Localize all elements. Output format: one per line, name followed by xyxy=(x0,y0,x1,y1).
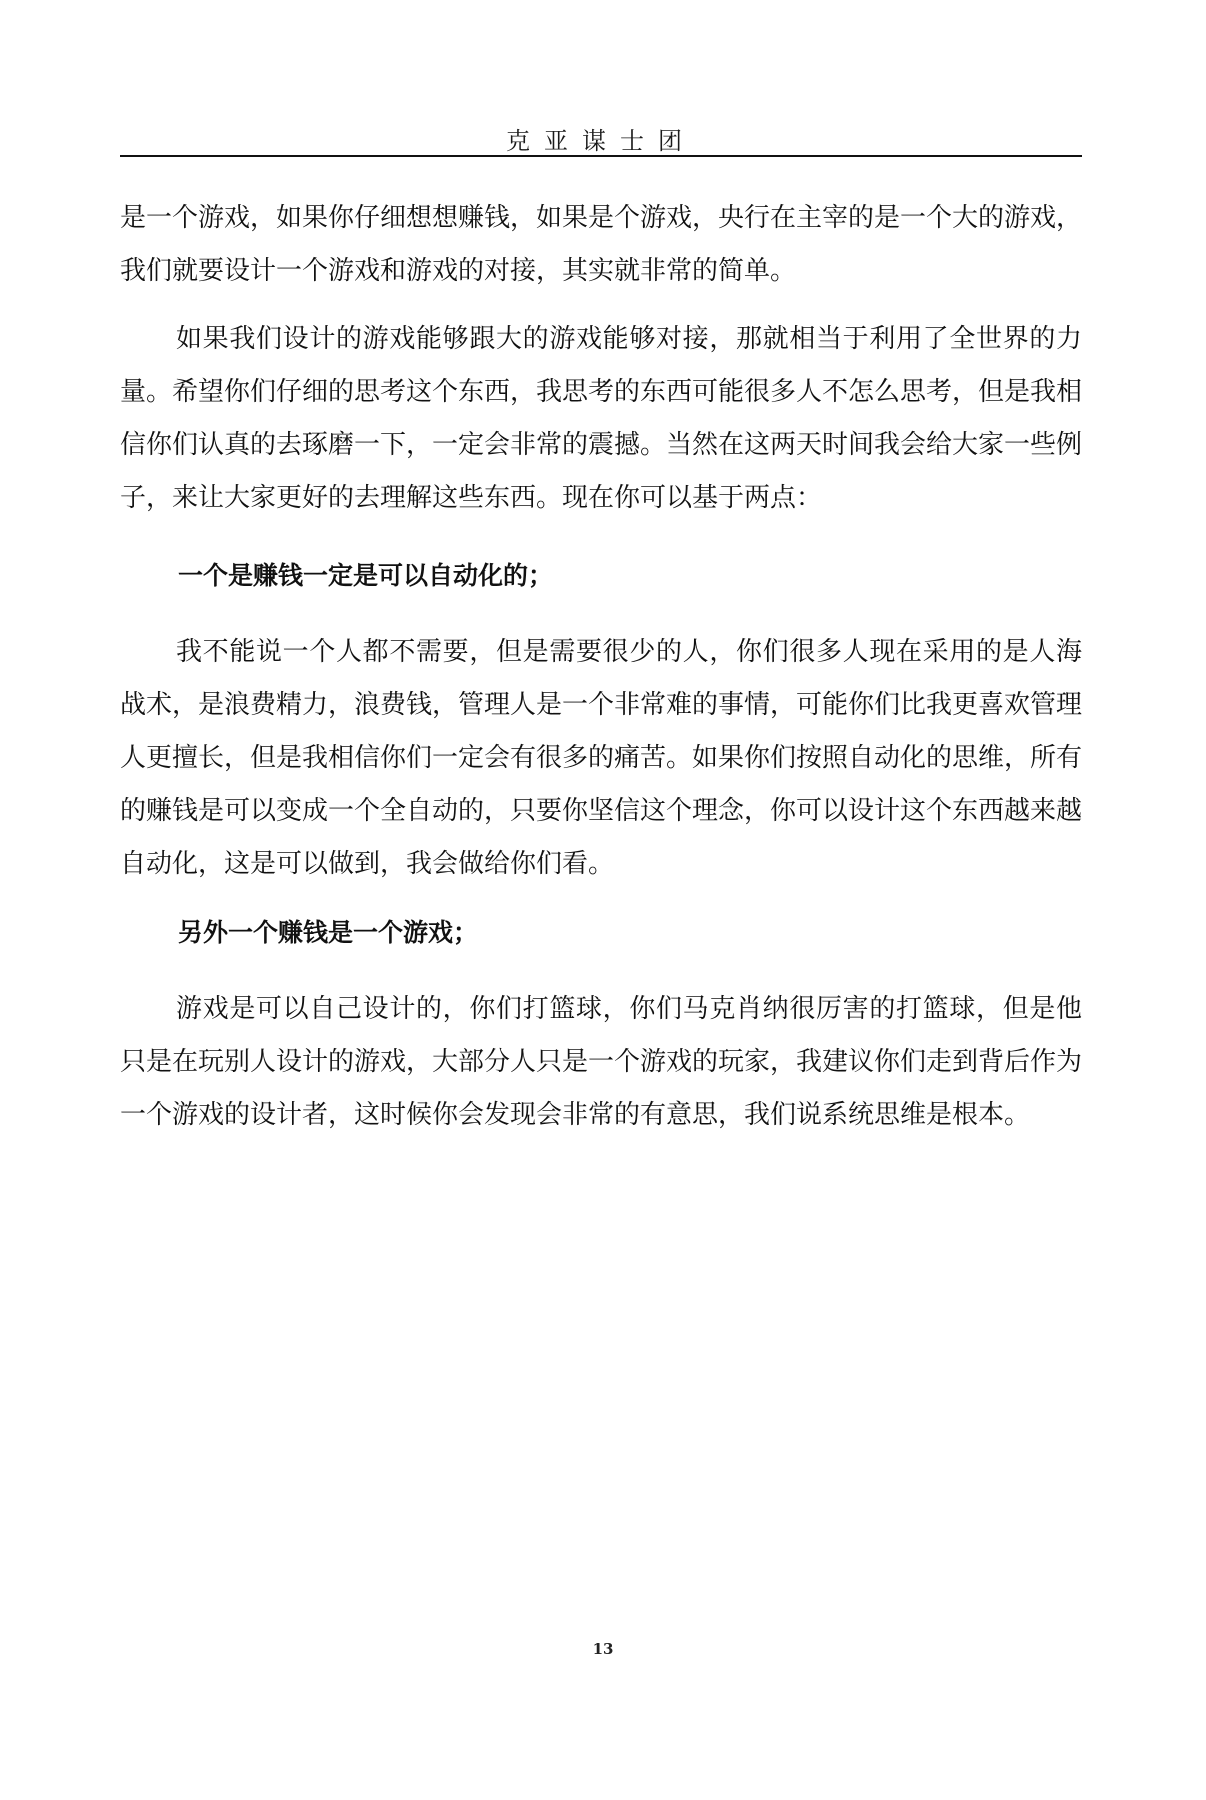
paragraph-game-connection: 如果我们设计的游戏能够跟大的游戏能够对接，那就相当于利用了全世界的力量。希望你们仔细的思考这个东西，我思考的东西可能很多人不怎么思考，但是我相信你们认真的去琢磨一下，一定会非常的震撼。当然在这两天时间我会给大家一些例子，来让大家更好的去理解这些东西。现在你可以基于两点： xyxy=(120,324,1083,513)
section-heading-game: 另外一个赚钱是一个游戏； xyxy=(178,918,479,947)
paragraph-game-design: 游戏是可以自己设计的，你们打篮球，你们马克肖纳很厉害的打篮球，但是他只是在玩别人设计的游戏，大部分人只是一个游戏的玩家，我建议你们走到背后作为一个游戏的设计者，这时候你会发现会非常的有意思，我们说系统思维是根本。 xyxy=(120,994,1083,1130)
section-heading-automation: 一个是赚钱一定是可以自动化的； xyxy=(178,561,554,590)
paragraph-automation: 我不能说一个人都不需要，但是需要很少的人，你们很多人现在采用的是人海战术，是浪费精力，浪费钱，管理人是一个非常难的事情，可能你们比我更喜欢管理人更擅长，但是我相信你们一定会有很多的痛苦。如果你们按照自动化的思维，所有的赚钱是可以变成一个全自动的，只要你坚信这个理念，你可以设计这个东西越来越自动化，这是可以做到，我会做给你们看。 xyxy=(120,637,1083,879)
page-body xyxy=(120,192,1082,1142)
paragraph-continued: 是一个游戏，如果你仔细想想赚钱，如果是个游戏，央行在主宰的是一个大的游戏，我们就要设计一个游戏和游戏的对接，其实就非常的简单。 xyxy=(120,203,1083,286)
running-header-title: 克亚谋士团 xyxy=(506,127,696,155)
page-number: 13 xyxy=(592,1640,614,1658)
header-divider xyxy=(120,155,1082,157)
